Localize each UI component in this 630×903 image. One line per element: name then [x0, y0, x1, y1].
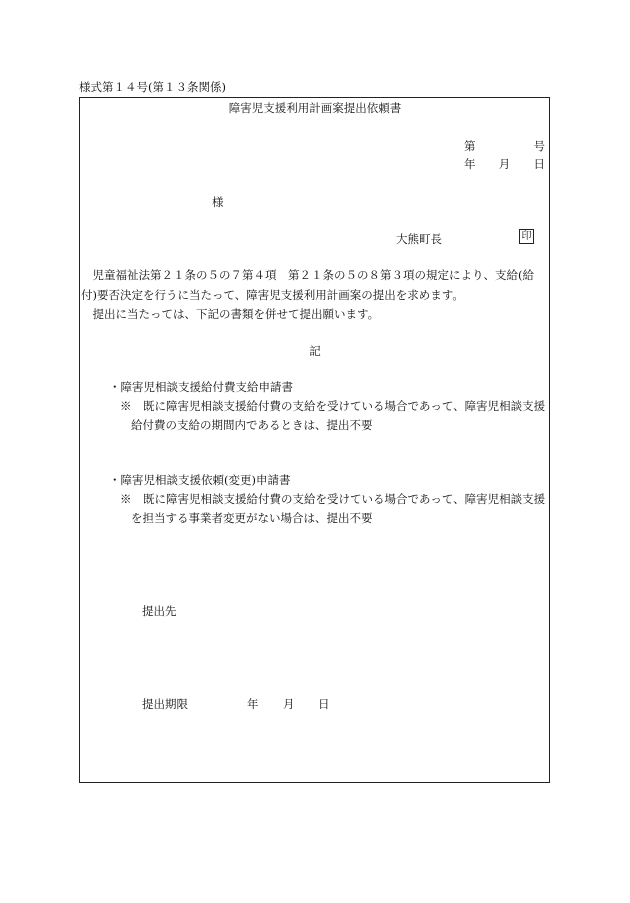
recipient-honorific: 様 — [212, 195, 224, 209]
date-month: 月 — [498, 157, 511, 171]
page-title: 障害児支援利用計画案提出依頼書 — [228, 101, 402, 115]
deadline-label: 提出期限 — [142, 697, 188, 711]
body-line-2: 付)要否決定を行うに当たって、障害児支援利用計画案の提出を求めます。 — [81, 288, 464, 302]
submit-to-label: 提出先 — [142, 604, 177, 618]
item-1-note-line-1: ※ 既に障害児相談支援給付費の支給を受けている場合であって、障害児相談支援 — [120, 399, 546, 413]
item-2-note-line-1: ※ 既に障害児相談支援給付費の支給を受けている場合であって、障害児相談支援 — [120, 492, 546, 506]
body-line-3: 提出に当たっては、下記の書類を併せて提出願います。 — [81, 307, 380, 321]
form-frame — [79, 97, 550, 783]
form-label: 様式第１４号(第１３条関係) — [79, 80, 226, 94]
item-2-title: ・障害児相談支援依頼(変更)申請書 — [109, 473, 291, 487]
item-1-note-line-2: 給付費の支給の期間内であるときは、提出不要 — [131, 418, 373, 432]
doc-number — [464, 139, 545, 153]
body-line-1: 児童福祉法第２１条の５の７第４項 第２１条の５の８第３項の規定により、支給(給 — [81, 268, 534, 282]
date-year: 年 — [464, 157, 476, 171]
doc-number-prefix: 第 — [464, 139, 476, 153]
deadline-month: 月 — [283, 697, 295, 711]
seal-mark: 印 — [519, 229, 534, 244]
deadline-year: 年 — [247, 697, 259, 711]
issuer-name: 大熊町長 — [396, 232, 442, 246]
deadline-day: 日 — [318, 697, 330, 711]
ki-heading: 記 — [309, 344, 321, 358]
date-line — [464, 157, 545, 171]
date-day: 日 — [533, 157, 545, 171]
doc-number-suffix: 号 — [533, 139, 545, 153]
item-2-note-line-2: を担当する事業者変更がない場合は、提出不要 — [131, 511, 373, 525]
item-1-title: ・障害児相談支援給付費支給申請書 — [109, 380, 293, 394]
